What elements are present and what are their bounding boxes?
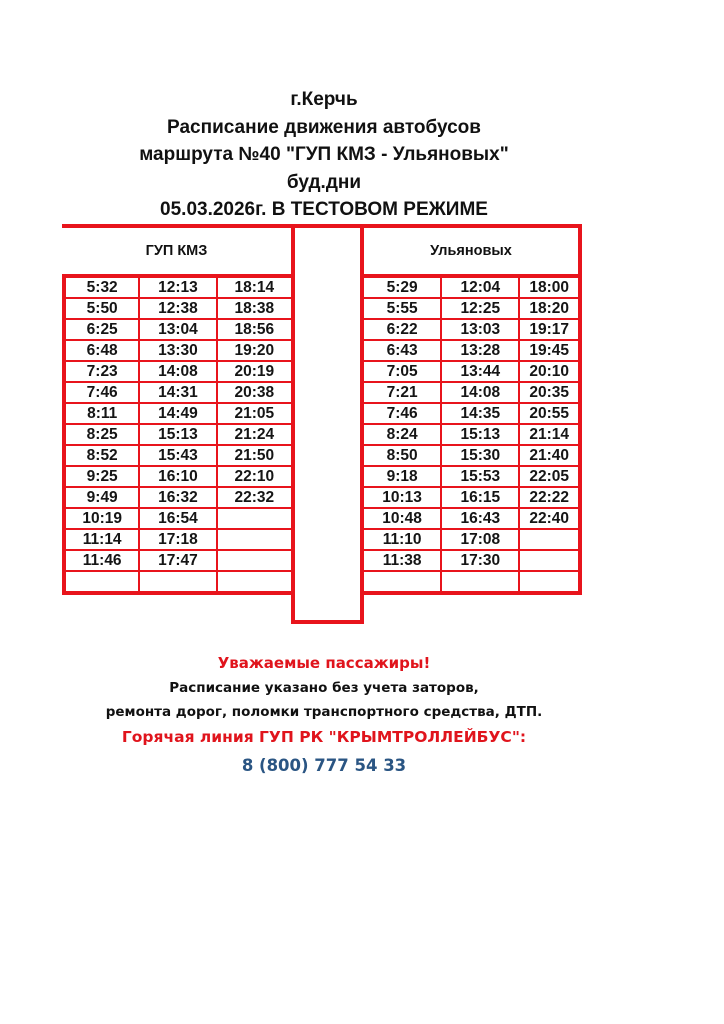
departure-time: 13:30 xyxy=(139,340,216,361)
departure-time: 11:46 xyxy=(64,550,139,571)
route-title: маршрута №40 "ГУП КМЗ - Ульяновых" xyxy=(139,144,509,165)
departure-time: 7:21 xyxy=(362,382,441,403)
departure-time: 17:30 xyxy=(441,550,519,571)
table-row xyxy=(64,508,293,529)
table-row xyxy=(362,529,580,550)
table-row xyxy=(64,382,293,403)
table-row xyxy=(362,445,580,466)
departure-time: 8:50 xyxy=(362,445,441,466)
table-row xyxy=(64,571,293,593)
timetable-right xyxy=(360,274,582,595)
departure-time: 20:55 xyxy=(519,403,580,424)
table-row xyxy=(64,487,293,508)
departure-time: 16:43 xyxy=(441,508,519,529)
departure-time xyxy=(519,529,580,550)
departure-time: 22:22 xyxy=(519,487,580,508)
departure-time: 12:04 xyxy=(441,276,519,298)
departure-time: 22:05 xyxy=(519,466,580,487)
departure-time: 21:05 xyxy=(217,403,293,424)
table-row xyxy=(362,340,580,361)
departure-time: 8:24 xyxy=(362,424,441,445)
departure-time: 9:18 xyxy=(362,466,441,487)
document-title xyxy=(0,86,648,224)
table-row xyxy=(64,550,293,571)
schedule-title: Расписание движения автобусов xyxy=(167,116,481,138)
departure-time: 14:49 xyxy=(139,403,216,424)
departure-time xyxy=(217,529,293,550)
middle-column-bottom-border xyxy=(291,620,364,624)
table-row xyxy=(64,276,293,298)
stop-header-left: ГУП КМЗ xyxy=(145,243,208,259)
departure-time: 8:25 xyxy=(64,424,139,445)
departure-time: 5:55 xyxy=(362,298,441,319)
departure-time: 10:48 xyxy=(362,508,441,529)
departure-time: 11:14 xyxy=(64,529,139,550)
departure-time: 21:14 xyxy=(519,424,580,445)
departure-time: 16:54 xyxy=(139,508,216,529)
table-row xyxy=(362,319,580,340)
departure-time: 17:18 xyxy=(139,529,216,550)
table-row xyxy=(362,571,580,593)
departure-time: 17:47 xyxy=(139,550,216,571)
departure-time xyxy=(217,508,293,529)
departure-time: 15:43 xyxy=(139,445,216,466)
table-row xyxy=(362,276,580,298)
passenger-notice xyxy=(0,650,648,781)
table-row xyxy=(64,403,293,424)
table-row xyxy=(64,466,293,487)
departure-time: 12:13 xyxy=(139,276,216,298)
departure-time: 19:17 xyxy=(519,319,580,340)
departure-time: 5:29 xyxy=(362,276,441,298)
departure-time: 22:10 xyxy=(217,466,293,487)
departure-time: 10:13 xyxy=(362,487,441,508)
table-row xyxy=(64,319,293,340)
departure-time: 16:32 xyxy=(139,487,216,508)
timetable-left xyxy=(62,274,295,595)
departure-time: 21:40 xyxy=(519,445,580,466)
departure-time: 5:32 xyxy=(64,276,139,298)
table-row xyxy=(362,403,580,424)
departure-time: 13:44 xyxy=(441,361,519,382)
departure-time xyxy=(519,571,580,593)
date-note: 05.03.2026г. В ТЕСТОВОМ РЕЖИМЕ xyxy=(160,199,488,220)
table-row xyxy=(64,424,293,445)
departure-time: 17:08 xyxy=(441,529,519,550)
departure-time: 20:38 xyxy=(217,382,293,403)
departure-time: 18:00 xyxy=(519,276,580,298)
departure-time: 10:19 xyxy=(64,508,139,529)
notice-disclaimer-2: ремонта дорог, поломки транспортного средства, ДТП. xyxy=(105,704,543,720)
departure-time: 5:50 xyxy=(64,298,139,319)
departure-time: 14:08 xyxy=(139,361,216,382)
right-header-border xyxy=(578,224,582,276)
table-row xyxy=(64,298,293,319)
departure-time: 21:50 xyxy=(217,445,293,466)
table-row xyxy=(362,361,580,382)
departure-time: 7:23 xyxy=(64,361,139,382)
departure-time xyxy=(217,550,293,571)
stop-header-right: Ульяновых xyxy=(430,243,512,259)
table-row xyxy=(64,361,293,382)
departure-time: 9:49 xyxy=(64,487,139,508)
departure-time: 19:20 xyxy=(217,340,293,361)
departure-time: 6:48 xyxy=(64,340,139,361)
departure-time xyxy=(64,571,139,593)
departure-time: 14:31 xyxy=(139,382,216,403)
departure-time: 13:04 xyxy=(139,319,216,340)
departure-time: 22:40 xyxy=(519,508,580,529)
departure-time xyxy=(217,571,293,593)
departure-time xyxy=(139,571,216,593)
departure-time: 20:35 xyxy=(519,382,580,403)
departure-time: 14:08 xyxy=(441,382,519,403)
departure-time xyxy=(362,571,441,593)
departure-time xyxy=(441,571,519,593)
table-row xyxy=(362,424,580,445)
departure-time: 8:11 xyxy=(64,403,139,424)
table-row xyxy=(362,550,580,571)
day-type: буд.дни xyxy=(286,171,362,193)
departure-time: 9:25 xyxy=(64,466,139,487)
departure-time: 6:22 xyxy=(362,319,441,340)
departure-time: 20:10 xyxy=(519,361,580,382)
departure-time: 6:43 xyxy=(362,340,441,361)
departure-time: 18:14 xyxy=(217,276,293,298)
departure-time: 22:32 xyxy=(217,487,293,508)
departure-time: 16:10 xyxy=(139,466,216,487)
departure-time: 11:10 xyxy=(362,529,441,550)
departure-time: 18:56 xyxy=(217,319,293,340)
departure-time: 11:38 xyxy=(362,550,441,571)
notice-disclaimer-1: Расписание указано без учета заторов, xyxy=(169,680,479,696)
departure-time: 15:30 xyxy=(441,445,519,466)
departure-time: 16:15 xyxy=(441,487,519,508)
table-row xyxy=(64,445,293,466)
departure-time: 20:19 xyxy=(217,361,293,382)
departure-time: 14:35 xyxy=(441,403,519,424)
departure-time: 7:46 xyxy=(64,382,139,403)
departure-time: 7:46 xyxy=(362,403,441,424)
table-row xyxy=(362,382,580,403)
departure-time: 18:20 xyxy=(519,298,580,319)
departure-time: 8:52 xyxy=(64,445,139,466)
departure-time: 12:38 xyxy=(139,298,216,319)
table-row xyxy=(362,298,580,319)
departure-time: 13:03 xyxy=(441,319,519,340)
departure-time: 19:45 xyxy=(519,340,580,361)
departure-time: 15:13 xyxy=(441,424,519,445)
departure-time: 13:28 xyxy=(441,340,519,361)
departure-time: 21:24 xyxy=(217,424,293,445)
departure-time: 6:25 xyxy=(64,319,139,340)
departure-time: 7:05 xyxy=(362,361,441,382)
notice-greeting: Уважаемые пассажиры! xyxy=(217,654,431,672)
departure-time xyxy=(519,550,580,571)
departure-time: 12:25 xyxy=(441,298,519,319)
hotline-phone: 8 (800) 777 54 33 xyxy=(241,756,407,775)
table-row xyxy=(362,487,580,508)
table-row xyxy=(362,466,580,487)
table-row xyxy=(64,529,293,550)
departure-time: 15:13 xyxy=(139,424,216,445)
table-row xyxy=(64,340,293,361)
table-row xyxy=(362,508,580,529)
hotline-label: Горячая линия ГУП РК "КРЫМТРОЛЛЕЙБУС": xyxy=(121,728,527,746)
city-title: г.Керчь xyxy=(290,89,358,110)
departure-time: 18:38 xyxy=(217,298,293,319)
departure-time: 15:53 xyxy=(441,466,519,487)
